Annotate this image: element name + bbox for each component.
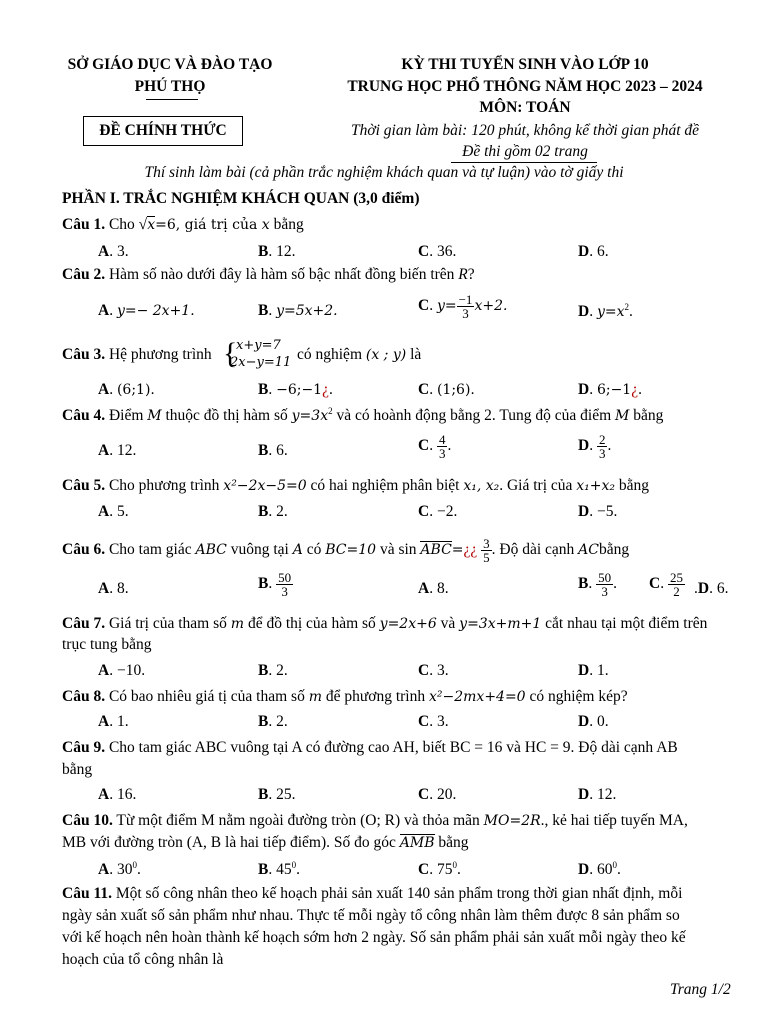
exam-duration: Thời gian làm bài: 120 phút, không kể thời gian phát đề: [350, 122, 700, 139]
option-d: D. 0.: [578, 713, 609, 730]
option-d: .D. 6.: [694, 580, 729, 597]
option-b: B. 2.: [258, 503, 288, 520]
question-9: Câu 9. Cho tam giác ABC vuông tại A có đường cao AH, biết BC = 16 và HC = 9. Độ dài cạnh AB: [62, 739, 678, 756]
question-2: Câu 2. Hàm số nào dưới đây là hàm số bậc nhất đồng biến trên R?: [62, 266, 475, 283]
option-a: A. 1.: [98, 713, 129, 730]
option-c: C. $\frac{25}{2}$: [649, 570, 683, 599]
question-7-line-2: trục tung bằng: [62, 636, 152, 653]
option-b: B. 2.: [258, 662, 288, 679]
option-a: A. 8.: [98, 580, 129, 597]
province-name: PHÚ THỌ: [134, 78, 206, 95]
question-11-line-3: với kế hoạch nên hoàn thành kế hoạch sớm hơn 2 ngày. Số sản phẩm phải sản xuất mỗi ngày theo kế: [62, 929, 686, 946]
option-b: B. $\frac{50}{3}$: [258, 570, 292, 599]
question-4: Câu 4. Điểm M thuộc đồ thị hàm số $y=3x^2$ và có hoành động bằng 2. Tung độ của điểm M bằng: [62, 406, 664, 425]
instruction: Thí sinh làm bài (cả phần trắc nghiệm khách quan và tự luận) vào tờ giấy thi: [144, 164, 624, 181]
option-a: A. 16.: [98, 786, 137, 803]
option-d: D. 6.: [578, 243, 609, 260]
option-c: C. −2.: [418, 503, 458, 520]
option-c: C. $\frac{4}{3}$ .: [418, 432, 452, 461]
page-number: Trang 1/2: [670, 981, 731, 998]
official-stamp: ĐỀ CHÍNH THỨC: [83, 116, 243, 146]
option-b: B. $45^0$.: [258, 860, 300, 879]
system-eq-2: 2x−y=11: [230, 355, 292, 370]
option-b: B. 25.: [258, 786, 296, 803]
subject: MÔN: TOÁN: [479, 99, 571, 116]
option-c: C. $75^0$.: [418, 860, 461, 879]
option-b: B. y=5x+2.: [258, 302, 338, 319]
brace: {: [223, 337, 238, 370]
option-b: B. 12.: [258, 243, 296, 260]
option-c: C. 3.: [418, 713, 449, 730]
option-a: A. −10.: [98, 662, 146, 679]
option-b: B. 2.: [258, 713, 288, 730]
question-11: Câu 11. Một số công nhân theo kế hoạch phải sản xuất 140 sản phẩm trong thời gian nhất định, mỗi: [62, 885, 683, 902]
option-b: B. −6;−1¿.: [258, 381, 333, 398]
option-a: A. 5.: [98, 503, 129, 520]
exam-title: KỲ THI TUYỂN SINH VÀO LỚP 10: [401, 56, 649, 73]
option-d: D. $y=x^2$.: [578, 302, 633, 321]
option-a-duplicate: A. 8.: [418, 580, 449, 597]
option-a: A. 3.: [98, 243, 129, 260]
question-3: Câu 3. Hệ phương trình: [62, 346, 212, 363]
question-11-line-4: hoạch của tổ công nhân là: [62, 951, 224, 968]
option-d: D. −5.: [578, 503, 618, 520]
question-1: Câu 1. Cho √x=6, giá trị của x bằng: [62, 216, 304, 233]
option-a: A. (6;1).: [98, 381, 155, 398]
option-c: C. (1;6).: [418, 381, 475, 398]
system-eq-1: x+y=7: [236, 338, 281, 353]
question-5: Câu 5. Cho phương trình x²−2x−5=0 có hai nghiệm phân biệt x₁, x₂. Giá trị của x₁+x₂ bằng: [62, 477, 650, 494]
option-d: D. $60^0$.: [578, 860, 621, 879]
question-10-line-2: MB với đường tròn (A, B là hai tiếp điểm). Số đo góc AMB bằng: [62, 834, 469, 851]
option-d: D. $\frac{2}{3}$ .: [578, 432, 612, 461]
option-b: B. 6.: [258, 442, 288, 459]
question-11-line-2: ngày sản xuất số sản phẩm như nhau. Thực tế mỗi ngày tổ công nhân làm thêm được 8 sản phẩm so: [62, 907, 680, 924]
question-7: Câu 7. Giá trị của tham số m để đồ thị của hàm số y=2x+6 và y=3x+m+1 cắt nhau tại một điểm trên: [62, 615, 708, 632]
option-c: C. 36.: [418, 243, 457, 260]
question-6: Câu 6. Cho tam giác ABC vuông tại A có BC=10 và sin ABC=¿¿ $\frac{3}{5}$ . Độ dài cạnh ACbằng: [62, 536, 630, 565]
option-d: D. 1.: [578, 662, 609, 679]
page-count: Đề thi gồm 02 trang: [462, 143, 588, 160]
divider: [451, 162, 597, 163]
option-d: D. 6;−1¿.: [578, 381, 642, 398]
exam-subtitle: TRUNG HỌC PHỔ THÔNG NĂM HỌC 2023 – 2024: [347, 78, 703, 95]
option-a: A. $30^0$.: [98, 860, 141, 879]
section-title: PHẦN I. TRẮC NGHIỆM KHÁCH QUAN (3,0 điểm): [62, 190, 420, 207]
option-c: C. 20.: [418, 786, 457, 803]
option-c: C. 3.: [418, 662, 449, 679]
option-a: A. 12.: [98, 442, 137, 459]
question-10: Câu 10. Từ một điểm M nằm ngoài đường tròn (O; R) và thỏa mãn MO=2R., kẻ hai tiếp tuyến MA,: [62, 812, 688, 829]
question-9-line-2: bằng: [62, 761, 93, 778]
question-3-rest: có nghiệm (x ; y) là: [297, 346, 422, 363]
option-d: D. 12.: [578, 786, 617, 803]
option-c: C. y= $\frac{-1}{3}$ x+2.: [418, 292, 508, 321]
divider: [146, 99, 198, 100]
question-8: Câu 8. Có bao nhiêu giá tị của tham số m để phương trình x²−2mx+4=0 có nghiệm kép?: [62, 688, 628, 705]
option-b-duplicate: B. $\frac{50}{3}$ .: [578, 570, 617, 599]
option-a: A. y=− 2x+1.: [98, 302, 195, 319]
department-name: SỞ GIÁO DỤC VÀ ĐÀO TẠO: [67, 56, 273, 73]
